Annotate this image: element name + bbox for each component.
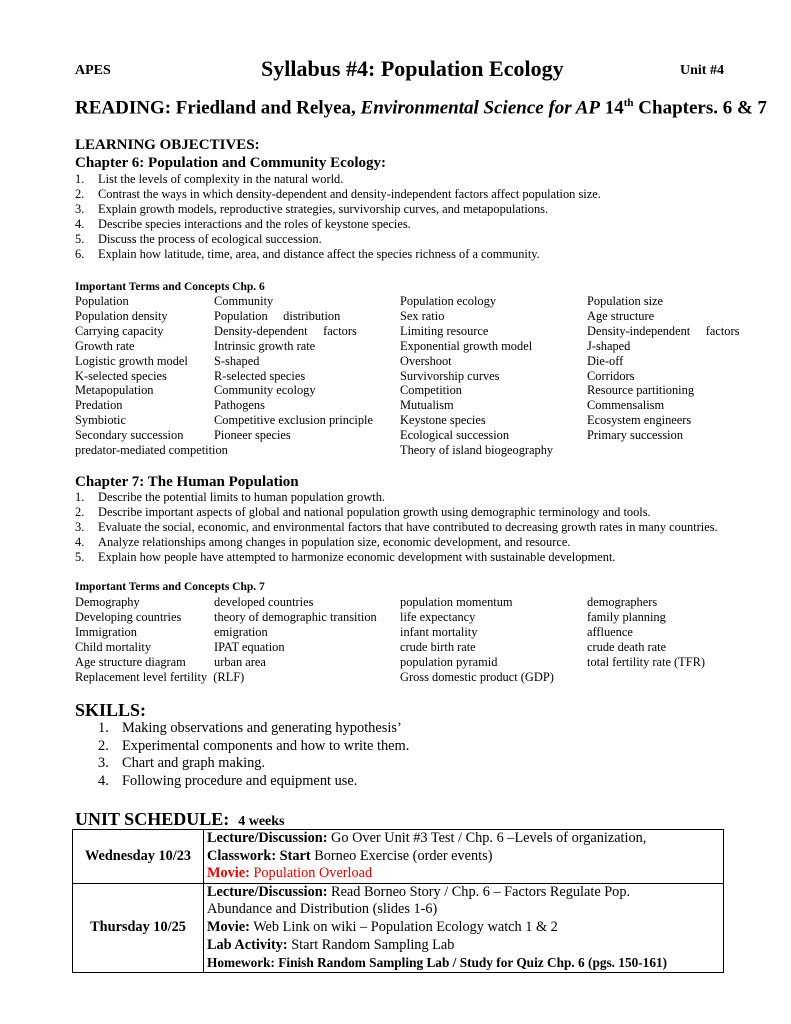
term-cell: Immigration [75, 624, 137, 639]
term-cell: Demography [75, 595, 140, 609]
list-item: 5. Discuss the process of ecological succession. [75, 232, 322, 247]
reading-edition: 14 [600, 97, 624, 119]
term-cell: urban area [214, 654, 266, 669]
term-cell: Age structure [587, 308, 655, 323]
term-cell: crude death rate [587, 639, 667, 654]
chapter7-heading: Chapter 7: The Human Population [75, 474, 299, 490]
term-cell: Developing countries [75, 609, 182, 624]
term-cell: IPAT equation [214, 639, 285, 654]
term-cell: Predation [75, 398, 123, 413]
list-item: 6. Explain how latitude, time, area, and distance affect the species richness of a community. [75, 247, 540, 262]
term-cell: Intrinsic growth rate [214, 338, 316, 353]
term-cell: Die-off [587, 353, 624, 368]
schedule-content: Lecture/Discussion: Read Borneo Story / Chp. 6 – Factors Regulate Pop. Abundance and Distribution (slides 1-6) Movie: Web Link on wiki – Population Ecology watch 1 & 2 Lab Activity: Start Random Sampling Lab Homework: Finish Random Sampling Lab / Study for Quiz Chp. 6 (pgs. 150-161) [204, 883, 724, 972]
term-cell: Density-dependent factors [214, 323, 357, 338]
term-cell: Symbiotic [75, 413, 126, 428]
term-cell: Population distribution [214, 308, 341, 323]
chapter6-heading: Chapter 6: Population and Community Ecology: [75, 155, 387, 171]
list-item: 4. Following procedure and equipment use. [98, 773, 358, 790]
term-cell: Pathogens [214, 398, 265, 413]
course-label: APES [75, 63, 111, 78]
schedule-day: Wednesday 10/23 [73, 830, 204, 884]
table-row [73, 830, 724, 884]
chapter7-terms-heading: Important Terms and Concepts Chp. 7 [75, 581, 265, 593]
term-cell: Resource partitioning [587, 383, 695, 398]
reading-edition-suffix: th [623, 97, 634, 109]
chapter7-objectives-list [75, 490, 718, 565]
term-cell: affluence [587, 624, 633, 639]
chapter6-terms-heading: Important Terms and Concepts Chp. 6 [75, 281, 265, 293]
reading-line [75, 97, 767, 119]
schedule-duration: 4 weeks [238, 814, 285, 829]
term-cell: population momentum [400, 595, 513, 609]
term-cell: K-selected species [75, 368, 167, 383]
skills-list [98, 720, 409, 791]
list-item: 3. Explain growth models, reproductive strategies, survivorship curves, and metapopulations. [75, 202, 549, 217]
term-cell: Population density [75, 308, 168, 323]
term-cell: Overshoot [400, 353, 452, 368]
term-cell: crude birth rate [400, 639, 476, 654]
term-cell: Primary succession [587, 428, 684, 443]
term-cell: R-selected species [214, 368, 306, 383]
term-cell: J-shaped [587, 338, 631, 353]
term-cell: Competition [400, 383, 462, 398]
term-cell: developed countries [214, 595, 314, 609]
term-cell: demographers [587, 595, 658, 609]
term-cell: Pioneer species [214, 428, 291, 443]
term-cell: emigration [214, 624, 268, 639]
list-item: 4. Analyze relationships among changes in population size, economic development, and resource. [75, 535, 571, 550]
schedule-day: Thursday 10/25 [73, 883, 204, 972]
list-item: 3. Chart and graph making. [98, 755, 266, 772]
term-cell: Replacement level fertility (RLF) [75, 669, 245, 684]
term-cell: Ecological succession [400, 428, 510, 443]
term-cell: Corridors [587, 368, 635, 383]
list-item: 1. List the levels of complexity in the natural world. [75, 172, 344, 186]
chapter6-objectives-list [75, 172, 601, 263]
term-cell: Metapopulation [75, 383, 154, 398]
term-cell: Growth rate [75, 338, 135, 353]
term-cell: Population size [587, 294, 664, 308]
term-cell: Age structure diagram [75, 654, 186, 669]
list-item: 5. Explain how people have attempted to harmonize economic development with sustainable development. [75, 550, 616, 565]
term-cell: Population ecology [400, 294, 497, 308]
term-cell: S-shaped [214, 353, 260, 368]
reading-book-title: Environmental Science for AP [360, 97, 600, 119]
page-title: Syllabus #4: Population Ecology [261, 56, 564, 81]
term-cell: total fertility rate (TFR) [587, 654, 706, 669]
term-cell: Density-independent factors [587, 323, 740, 338]
schedule-content: Lecture/Discussion: Go Over Unit #3 Test / Chp. 6 –Levels of organization, Classwork: Start Borneo Exercise (order events) Movie: Population Overload [204, 830, 724, 884]
term-cell: infant mortality [400, 624, 478, 639]
term-cell: Community ecology [214, 383, 316, 398]
term-cell: Competitive exclusion principle [214, 413, 373, 428]
term-cell: Population [75, 294, 129, 308]
term-cell: life expectancy [400, 609, 476, 624]
list-item: 4. Describe species interactions and the roles of keystone species. [75, 217, 411, 232]
learning-objectives-heading: LEARNING OBJECTIVES: [75, 137, 260, 153]
term-cell: Exponential growth model [400, 338, 533, 353]
unit-label: Unit #4 [680, 63, 724, 78]
term-cell: Ecosystem engineers [587, 413, 692, 428]
reading-chapters: Chapters. 6 & 7 [633, 97, 768, 119]
list-item: 1. Describe the potential limits to human population growth. [75, 490, 385, 504]
term-cell: Theory of island biogeography [400, 443, 554, 457]
term-cell: Commensalism [587, 398, 665, 413]
term-cell: Community [214, 294, 274, 308]
term-cell: family planning [587, 609, 666, 624]
skills-heading: SKILLS: [75, 700, 147, 720]
list-item: 2. Contrast the ways in which density-dependent and density-independent factors affect population size. [75, 187, 601, 202]
schedule-table [72, 829, 724, 973]
term-cell: Survivorship curves [400, 368, 500, 383]
term-cell: population pyramid [400, 654, 498, 669]
term-cell: Gross domestic product (GDP) [400, 669, 554, 684]
term-cell: predator-mediated competition [75, 443, 228, 457]
list-item: 1. Making observations and generating hypothesis’ [98, 720, 402, 736]
movie-line: Movie: Population Overload [207, 865, 373, 882]
list-item: 3. Evaluate the social, economic, and environmental factors that have contributed to decreasing growth rates in many countries. [75, 520, 718, 535]
list-item: 2. Experimental components and how to write them. [98, 737, 410, 754]
term-cell: theory of demographic transition [214, 609, 377, 624]
table-row [73, 883, 724, 972]
reading-prefix: READING: Friedland and Relyea, [75, 97, 361, 119]
term-cell: Limiting resource [400, 323, 489, 338]
term-cell: Keystone species [400, 413, 486, 428]
term-cell: Logistic growth model [75, 353, 188, 368]
term-cell: Child mortality [75, 639, 152, 654]
term-cell: Mutualism [400, 398, 454, 413]
list-item: 2. Describe important aspects of global and national population growth using demographic terminology and tools. [75, 505, 651, 520]
term-cell: Secondary succession [75, 428, 184, 443]
unit-schedule-heading: UNIT SCHEDULE: 4 weeks [75, 809, 285, 829]
term-cell: Carrying capacity [75, 323, 164, 338]
term-cell: Sex ratio [400, 308, 445, 323]
